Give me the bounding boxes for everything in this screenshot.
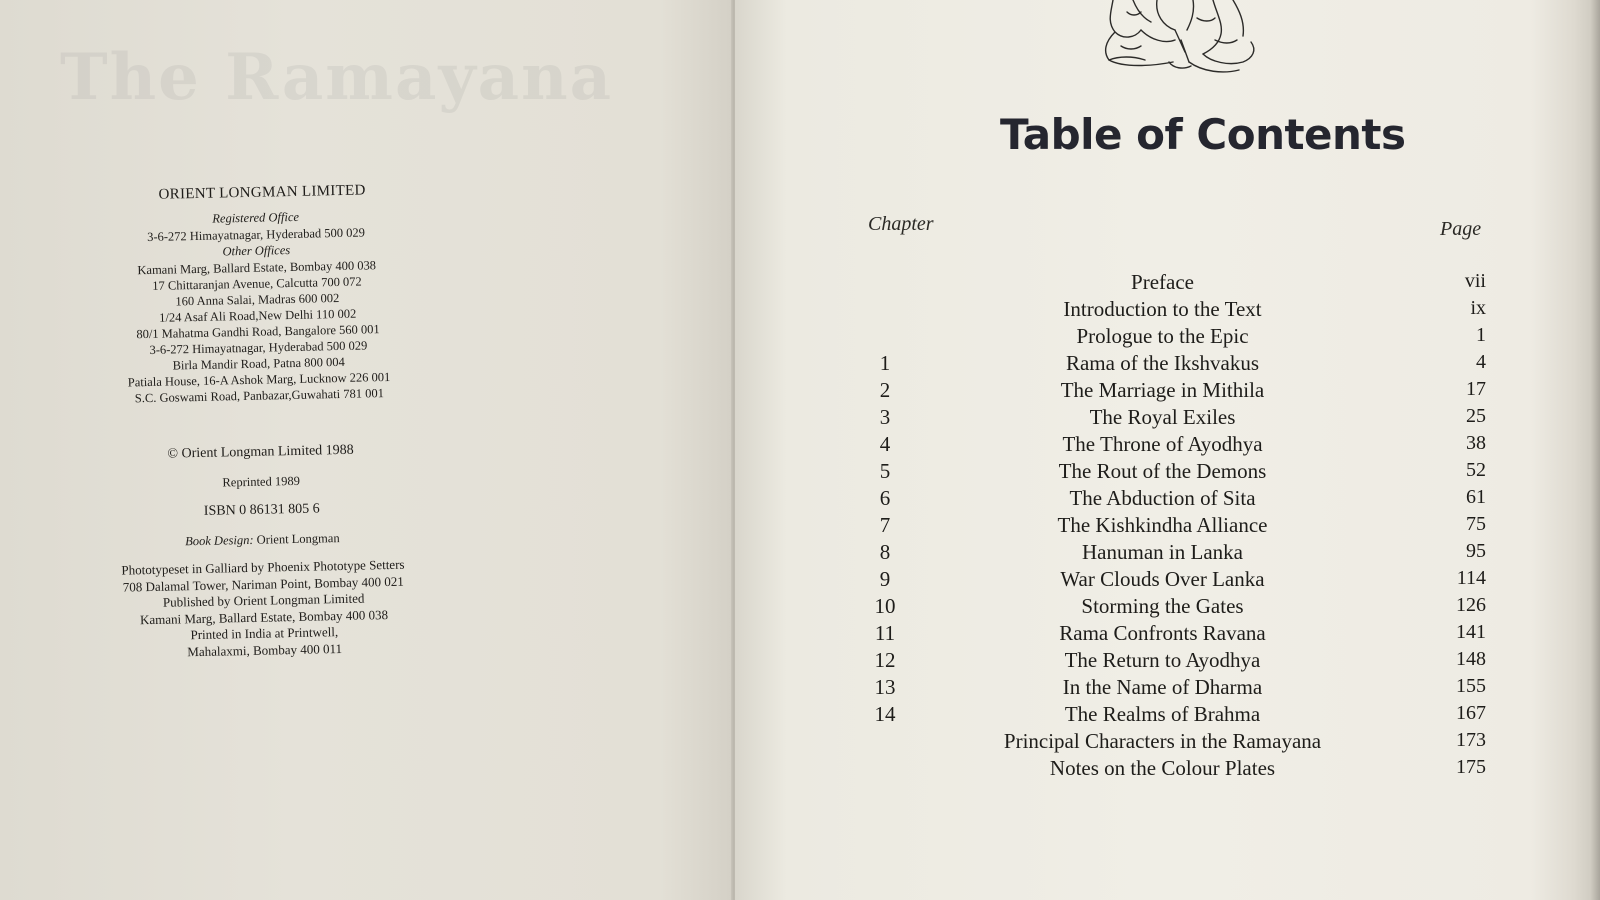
entry-title: Hanuman in Lanka (1082, 540, 1243, 564)
page-title: Table of Contents (1000, 110, 1406, 159)
phototypeset-line: Phototypeset in Galliard by Phoenix Phototype Setters (121, 556, 405, 578)
chapter-number: 6 (879, 486, 891, 510)
entry-page: 141 (1456, 621, 1486, 643)
entry-title: In the Name of Dharma (1062, 675, 1263, 699)
chapter-number: 11 (874, 621, 896, 645)
entry-page: 25 (1466, 405, 1486, 427)
show-through-title: The Ramayana (60, 40, 614, 115)
contents-entry (860, 729, 1500, 756)
contents-entry (860, 648, 1500, 675)
chapter-number: 1 (879, 351, 891, 375)
contents-entry (860, 621, 1500, 648)
imprint-page (0, 0, 733, 900)
contents-entry (860, 378, 1500, 405)
registered-office-address: 3-6-272 Himayatnagar, Hyderabad 500 029 (146, 225, 366, 245)
printed-line: Printed in India at Printwell, (190, 624, 339, 643)
contents-entry (860, 675, 1500, 702)
registered-office-label: Registered Office (212, 209, 300, 226)
chapter-number: 3 (879, 405, 891, 429)
book-design-line (107, 528, 417, 550)
contents-entry (860, 270, 1500, 297)
contents-entry (860, 540, 1500, 567)
office-address: 3-6-272 Himayatnagar, Hyderabad 500 029 (149, 338, 368, 357)
contents-entry (860, 432, 1500, 459)
page-edge (1590, 0, 1600, 900)
chapter-number: 7 (879, 513, 891, 537)
office-address: 1/24 Asaf Ali Road,New Delhi 110 002 (159, 306, 357, 325)
contents-entry (860, 513, 1500, 540)
printed-line: Mahalaxmi, Bombay 400 011 (187, 640, 343, 659)
contents-entry (860, 324, 1500, 351)
entry-page: 173 (1456, 729, 1486, 751)
entry-page: 4 (1476, 351, 1486, 373)
contents-entry (860, 351, 1500, 378)
entry-title: The Return to Ayodhya (1064, 648, 1261, 672)
entry-page: 148 (1456, 648, 1486, 670)
office-address: Birla Mandir Road, Patna 800 004 (172, 354, 345, 373)
chapter-column-header: Chapter (868, 213, 934, 235)
entry-title: The Marriage in Mithila (1060, 378, 1265, 402)
office-address: S.C. Goswami Road, Panbazar,Guwahati 781 001 (134, 386, 385, 406)
contents-entry (860, 405, 1500, 432)
chapter-number: 9 (879, 567, 891, 591)
contents-entry (860, 567, 1500, 594)
office-address: Patiala House, 16-A Ashok Marg, Lucknow 226 001 (127, 369, 391, 390)
chapter-number: 2 (879, 378, 891, 402)
entry-page: 155 (1456, 675, 1486, 697)
book-design-label: Book Design: (185, 532, 254, 549)
book-design-value: Orient Longman (256, 531, 340, 547)
copyright-line: © Orient Longman Limited 1988 (167, 442, 354, 462)
chapter-number: 4 (879, 432, 891, 456)
chapter-number: 12 (874, 648, 896, 672)
chapter-number: 10 (874, 594, 896, 618)
contents-entry (860, 486, 1500, 513)
published-line: Kamani Marg, Ballard Estate, Bombay 400 038 (139, 606, 389, 627)
entry-title: Storming the Gates (1081, 594, 1244, 618)
office-address: 160 Anna Salai, Madras 600 002 (175, 291, 340, 309)
publisher-name: ORIENT LONGMAN LIMITED (158, 182, 366, 203)
entry-title: Rama of the Ikshvakus (1065, 351, 1260, 375)
entry-page: vii (1464, 270, 1486, 292)
contents-entry (860, 756, 1500, 783)
contents-entry (860, 702, 1500, 729)
entry-title: The Throne of Ayodhya (1062, 432, 1263, 456)
contents-entry (860, 459, 1500, 486)
page-column-header: Page (1440, 218, 1482, 240)
contents-entry (860, 594, 1500, 621)
phototypeset-line: 708 Dalamal Tower, Nariman Point, Bombay 400 021 (122, 573, 404, 595)
entry-page: 75 (1466, 513, 1486, 535)
entry-title: The Kishkindha Alliance (1057, 513, 1268, 537)
entry-page: 52 (1466, 459, 1486, 481)
chapter-number: 5 (879, 459, 891, 483)
entry-title: The Rout of the Demons (1058, 459, 1267, 483)
isbn-line: ISBN 0 86131 805 6 (203, 501, 320, 519)
entry-page: 126 (1456, 594, 1486, 616)
published-line: Published by Orient Longman Limited (162, 590, 365, 610)
entry-title: Preface (1131, 270, 1194, 294)
entry-title: Prologue to the Epic (1076, 324, 1249, 348)
reprint-line: Reprinted 1989 (222, 473, 301, 490)
entry-page: ix (1470, 297, 1486, 319)
contents-entry (860, 297, 1500, 324)
entry-title: The Abduction of Sita (1069, 486, 1256, 510)
entry-title: Notes on the Colour Plates (1049, 756, 1276, 780)
entry-page: 1 (1476, 324, 1486, 346)
entry-page: 114 (1456, 567, 1486, 589)
entry-title: Introduction to the Text (1063, 297, 1262, 321)
entry-title: Principal Characters in the Ramayana (1003, 729, 1322, 753)
office-address: Kamani Marg, Ballard Estate, Bombay 400 038 (137, 258, 377, 278)
entry-page: 167 (1456, 702, 1486, 724)
entry-page: 17 (1466, 378, 1486, 400)
entry-title: The Realms of Brahma (1064, 702, 1261, 726)
seated-figures-illustration (1093, 0, 1263, 75)
entry-page: 38 (1466, 432, 1486, 454)
chapter-number: 14 (874, 702, 896, 726)
entry-title: The Royal Exiles (1089, 405, 1236, 429)
entry-title: Rama Confronts Ravana (1059, 621, 1266, 645)
office-address: 80/1 Mahatma Gandhi Road, Bangalore 560 001 (136, 322, 380, 342)
chapter-number: 13 (874, 675, 896, 699)
imprint-block (100, 182, 420, 662)
entry-title: War Clouds Over Lanka (1060, 567, 1265, 591)
entry-page: 95 (1466, 540, 1486, 562)
chapter-number: 8 (879, 540, 891, 564)
entry-page: 175 (1456, 756, 1486, 778)
other-offices-label: Other Offices (222, 243, 291, 259)
contents-list (860, 270, 1500, 783)
entry-page: 61 (1466, 486, 1486, 508)
office-address: 17 Chittaranjan Avenue, Calcutta 700 072 (152, 274, 362, 293)
